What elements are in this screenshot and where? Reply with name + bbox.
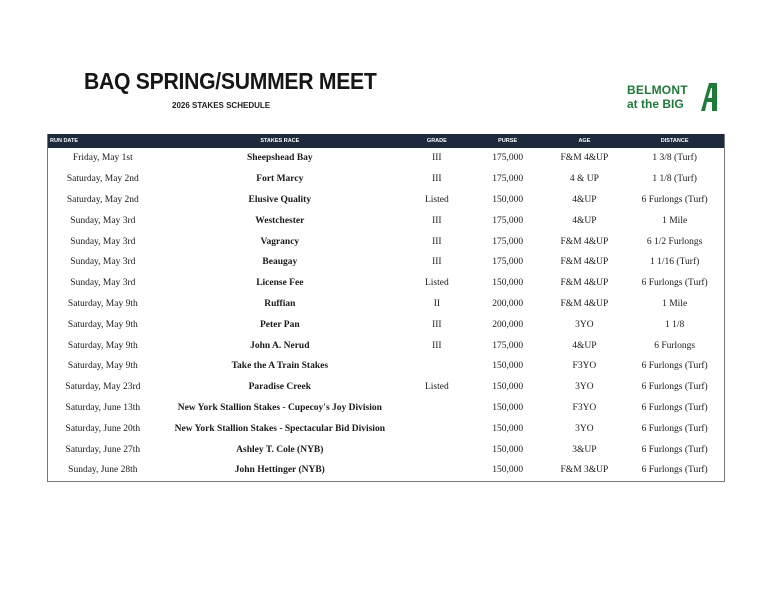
distance-cell: 1 1/8 (Turf): [652, 174, 697, 185]
table-row: [48, 210, 724, 231]
grade-cell: II: [433, 298, 441, 309]
table-row: [48, 377, 724, 398]
run-date-cell: Saturday, May 9th: [67, 298, 138, 309]
stakes-race-cell: Ashley T. Cole (NYB): [236, 444, 324, 455]
purse-cell: 150,000: [492, 194, 524, 205]
distance-cell: 6 Furlongs (Turf): [641, 194, 708, 205]
stakes-race-cell: New York Stallion Stakes - Cupecoy's Joy Division: [177, 402, 382, 413]
run-date-cell: Sunday, May 3rd: [70, 236, 136, 247]
table-body: [48, 148, 724, 481]
distance-cell: 1 1/16 (Turf): [650, 257, 700, 268]
age-cell: 3YO: [575, 319, 594, 330]
age-cell: 4&UP: [572, 215, 597, 226]
table-row: [48, 231, 724, 252]
run-date-cell: Saturday, May 23rd: [65, 382, 141, 393]
age-cell: 4 & UP: [569, 174, 599, 185]
run-date-cell: Sunday, May 3rd: [70, 257, 136, 268]
purse-cell: 150,000: [492, 382, 524, 393]
grade-cell: III: [432, 340, 442, 351]
stakes-race-cell: Vagrancy: [260, 236, 300, 247]
age-cell: F&M 4&UP: [560, 236, 609, 247]
stakes-race-cell: Ruffian: [264, 298, 296, 309]
stakes-race-cell: Peter Pan: [259, 319, 300, 330]
age-cell: F3YO: [572, 361, 597, 372]
logo-a-mark-icon: [699, 83, 719, 111]
distance-cell: 1 Mile: [662, 215, 688, 226]
stakes-race-cell: John A. Nerud: [250, 340, 310, 351]
run-date-cell: Saturday, June 13th: [65, 402, 141, 413]
age-cell: F&M 4&UP: [560, 298, 609, 309]
stakes-race-cell: Sheepshead Bay: [246, 153, 313, 164]
purse-cell: 150,000: [492, 361, 524, 372]
table-header-row: [48, 134, 724, 148]
logo-line-1: BELMONT: [627, 83, 688, 97]
col-header-stakes-race: STAKES RACE: [260, 138, 300, 144]
age-cell: F&M 4&UP: [560, 257, 609, 268]
distance-cell: 1 1/8: [665, 319, 685, 330]
distance-cell: 6 Furlongs (Turf): [641, 423, 708, 434]
grade-cell: III: [432, 319, 442, 330]
purse-cell: 175,000: [492, 174, 524, 185]
stakes-race-cell: Beaugay: [262, 257, 298, 268]
stakes-race-cell: License Fee: [256, 278, 304, 289]
grade-cell: III: [432, 257, 442, 268]
col-header-grade: GRADE: [426, 138, 447, 144]
purse-cell: 150,000: [492, 402, 524, 413]
table-row: [48, 356, 724, 377]
table-row: [48, 418, 724, 439]
run-date-cell: Saturday, June 20th: [65, 423, 141, 434]
logo-line-2: at the BIG: [627, 97, 684, 111]
grade-cell: III: [432, 236, 442, 247]
run-date-cell: Saturday, May 9th: [67, 319, 138, 330]
grade-cell: Listed: [424, 194, 449, 205]
table-row: [48, 439, 724, 460]
stakes-schedule-table: [47, 134, 725, 482]
table-row: [48, 148, 724, 169]
purse-cell: 175,000: [492, 236, 524, 247]
run-date-cell: Saturday, May 9th: [67, 340, 138, 351]
grade-cell: Listed: [424, 278, 449, 289]
run-date-cell: Saturday, May 2nd: [66, 174, 139, 185]
stakes-race-cell: Fort Marcy: [256, 174, 304, 185]
run-date-cell: Saturday, June 27th: [65, 444, 141, 455]
purse-cell: 150,000: [492, 465, 524, 476]
purse-cell: 175,000: [492, 153, 524, 164]
grade-cell: III: [432, 174, 442, 185]
col-header-purse: PURSE: [498, 138, 518, 144]
page-subtitle: 2026 STAKES SCHEDULE: [172, 101, 271, 110]
stakes-race-cell: Westchester: [255, 215, 305, 226]
age-cell: 3YO: [575, 423, 594, 434]
stakes-race-cell: John Hettinger (NYB): [234, 465, 325, 476]
purse-cell: 150,000: [492, 444, 524, 455]
purse-cell: 175,000: [492, 215, 524, 226]
table-row: [48, 273, 724, 294]
col-header-distance: DISTANCE: [660, 138, 689, 144]
purse-cell: 150,000: [492, 278, 524, 289]
table-row: [48, 294, 724, 315]
table-row: [48, 314, 724, 335]
distance-cell: 6 Furlongs (Turf): [641, 402, 708, 413]
table-row: [48, 335, 724, 356]
distance-cell: 6 Furlongs: [654, 340, 696, 351]
grade-cell: III: [432, 215, 442, 226]
table-row: [48, 252, 724, 273]
table-row: [48, 398, 724, 419]
run-date-cell: Sunday, May 3rd: [70, 215, 136, 226]
age-cell: F3YO: [572, 402, 597, 413]
distance-cell: 6 Furlongs (Turf): [641, 465, 708, 476]
run-date-cell: Friday, May 1st: [72, 153, 133, 164]
age-cell: F&M 4&UP: [560, 153, 609, 164]
distance-cell: 6 Furlongs (Turf): [641, 278, 708, 289]
grade-cell: Listed: [424, 382, 449, 393]
purse-cell: 150,000: [492, 423, 524, 434]
distance-cell: 1 3/8 (Turf): [652, 153, 697, 164]
distance-cell: 6 Furlongs (Turf): [641, 382, 708, 393]
stakes-race-cell: Paradise Creek: [248, 382, 311, 393]
stakes-race-cell: Take the A Train Stakes: [231, 361, 329, 372]
belmont-logo: [627, 83, 719, 117]
stakes-race-cell: New York Stallion Stakes - Spectacular Bid Division: [174, 423, 385, 434]
age-cell: F&M 4&UP: [560, 278, 609, 289]
table-row: [48, 460, 724, 481]
age-cell: F&M 3&UP: [560, 465, 609, 476]
purse-cell: 200,000: [492, 319, 524, 330]
purse-cell: 175,000: [492, 257, 524, 268]
table-row: [48, 169, 724, 190]
col-header-run-date: RUN DATE: [50, 138, 79, 144]
age-cell: 4&UP: [572, 340, 597, 351]
run-date-cell: Saturday, May 9th: [67, 361, 138, 372]
distance-cell: 6 1/2 Furlongs: [646, 236, 703, 247]
distance-cell: 1 Mile: [662, 298, 688, 309]
age-cell: 4&UP: [572, 194, 597, 205]
distance-cell: 6 Furlongs (Turf): [641, 361, 708, 372]
run-date-cell: Saturday, May 2nd: [66, 194, 139, 205]
run-date-cell: Sunday, May 3rd: [70, 278, 136, 289]
distance-cell: 6 Furlongs (Turf): [641, 444, 708, 455]
table-row: [48, 190, 724, 211]
run-date-cell: Sunday, June 28th: [68, 465, 138, 476]
page-title: BAQ SPRING/SUMMER MEET: [84, 68, 377, 94]
age-cell: 3&UP: [572, 444, 597, 455]
age-cell: 3YO: [575, 382, 594, 393]
col-header-age: AGE: [578, 138, 591, 144]
stakes-race-cell: Elusive Quality: [248, 194, 312, 205]
grade-cell: III: [432, 153, 442, 164]
purse-cell: 200,000: [492, 298, 524, 309]
purse-cell: 175,000: [492, 340, 524, 351]
